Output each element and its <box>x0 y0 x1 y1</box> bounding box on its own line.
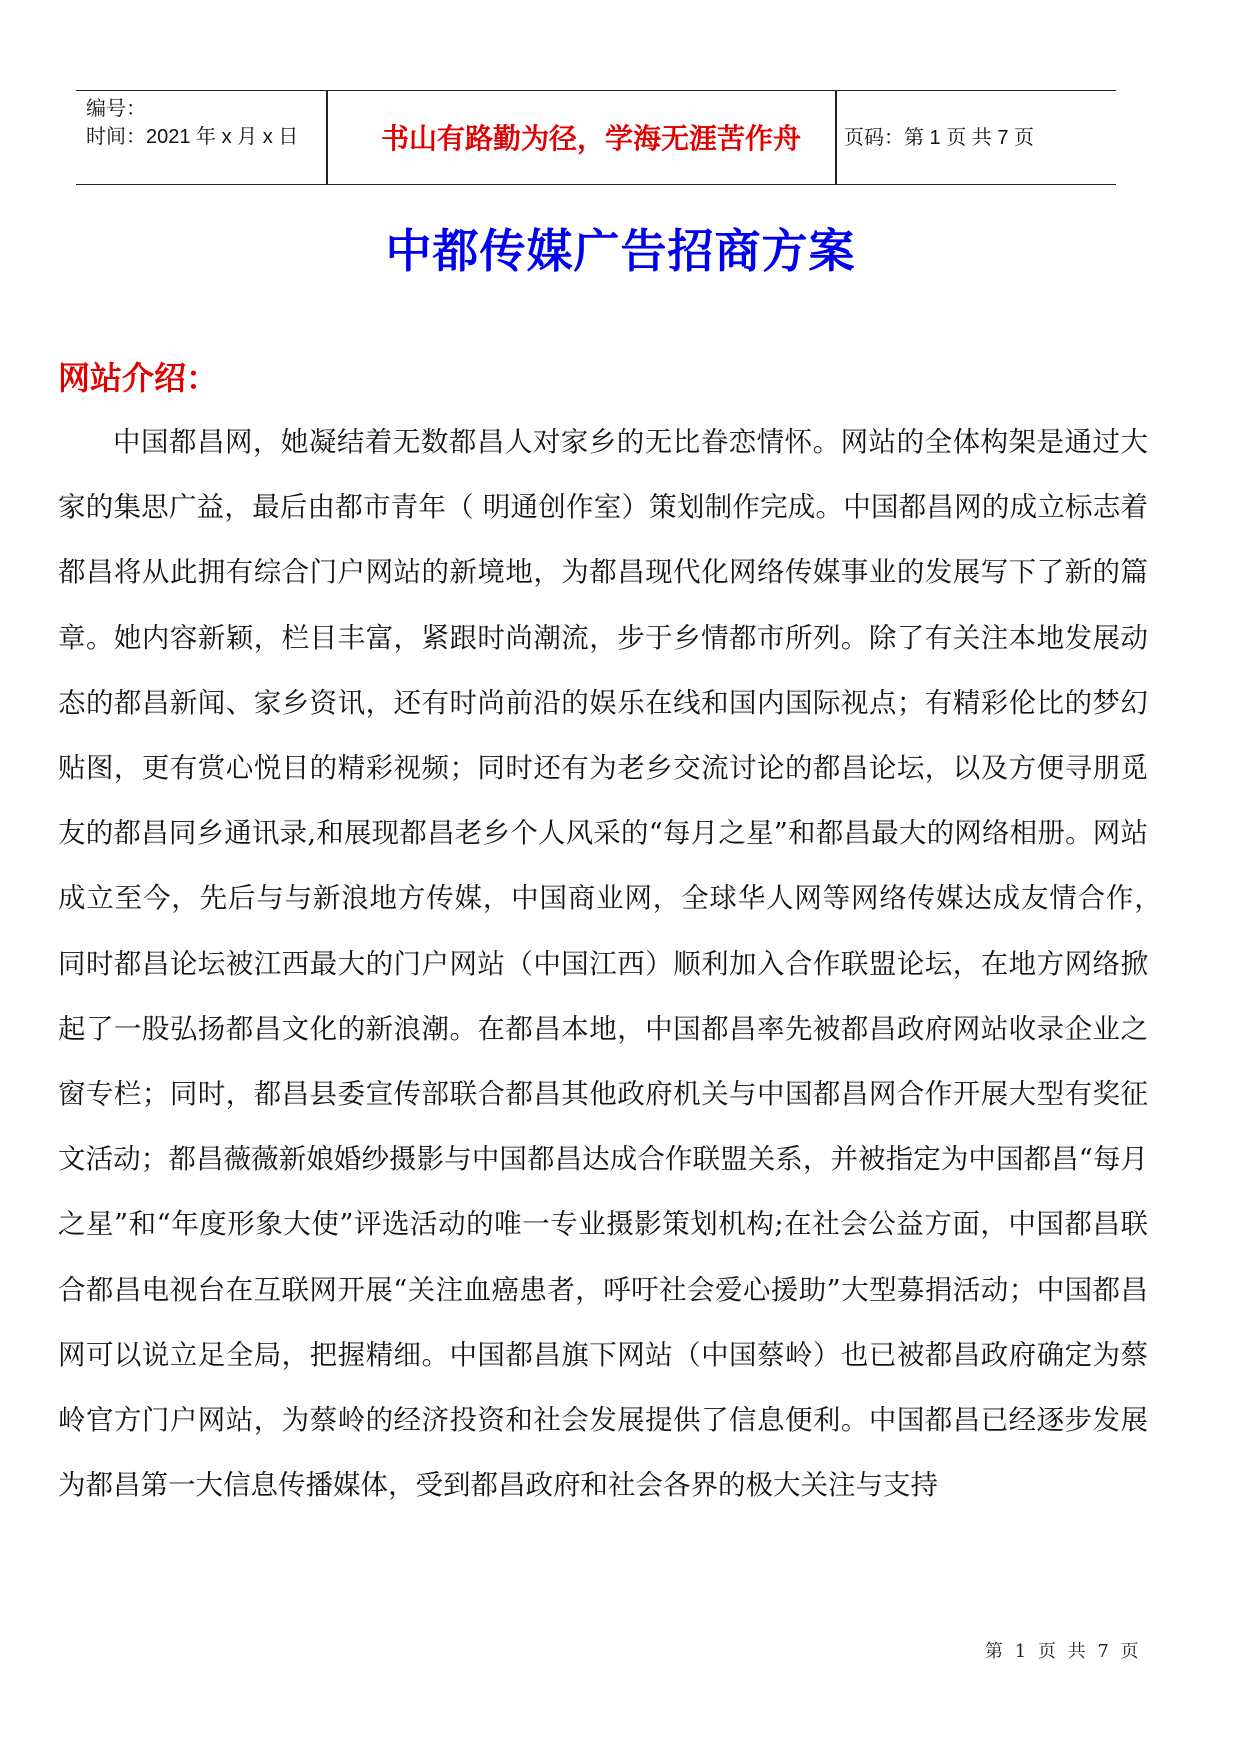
header-page-code: 页码：第 1 页 共 7 页 <box>844 127 1035 149</box>
body-paragraph: 中国都昌网，她凝结着无数都昌人对家乡的无比眷恋情怀。网站的全体构架是通过大家的集思广益，最后由都市青年（ 明通创作室）策划制作完成。中国都昌网的成立标志着都昌将从此拥有综合门户网站的新境地，为都昌现代化网络传媒事业的发展写下了新的篇章。她内容新颖，栏目丰富，紧跟时尚潮流，步于乡情都市所列。除了有关注本地发展动态的都昌新闻、家乡资讯，还有时尚前沿的娱乐在线和国内国际视点；有精彩伦比的梦幻贴图，更有赏心悦目的精彩视频；同时还有为老乡交流讨论的都昌论坛，以及方便寻朋觅友的都昌同乡通讯录,和展现都昌老乡个人风采的“每月之星”和都昌最大的网络相册。网站成立至今，先后与与新浪地方传媒，中国商业网，全球华人网等网络传媒达成友情合作， 同时都昌论坛被江西最大的门户网站（中国江西）顺利加入合作联盟论坛，在地方网络掀起了一股弘扬都昌文化的新浪潮。在都昌本地，中国都昌率先被都昌政府网站收录企业之窗专栏；同时，都昌县委宣传部联合都昌其他政府机关与中国都昌网合作开展大型有奖征文活动；都昌薇薇新娘婚纱摄影与中国都昌达成合作联盟关系，并被指定为中国都昌“每月之星”和“年度形象大使”评选活动的唯一专业摄影策划机构;在社会公益方面，中国都昌联合都昌电视台在互联网开展“关注血癌患者，呼吁社会爱心援助”大型募捐活动；中国都昌网可以说立足全局，把握精细。中国都昌旗下网站（中国蔡岭）也已被都昌政府确定为蔡岭官方门户网站，为蔡岭的经济投资和社会发展提供了信息便利。中国都昌已经逐步发展为都昌第一大信息传播媒体，受到都昌政府和社会各界的极大关注与支持 <box>58 426 1176 1502</box>
document-title: 中都传媒广告招商方案 <box>385 224 856 278</box>
header-meta <box>86 95 336 151</box>
header-divider-left <box>326 91 328 184</box>
page-header <box>76 90 1116 185</box>
page-footer: 第 1 页 共 7 页 <box>985 1641 1139 1662</box>
header-motto: 书山有路勤为径，学海无涯苦作舟 <box>380 122 801 155</box>
header-divider-right <box>835 91 837 184</box>
section-heading: 网站介绍： <box>58 359 219 397</box>
document-number-label: 编号： <box>86 98 146 120</box>
document-date: 时间：2021 年 x 月 x 日 <box>86 126 299 148</box>
